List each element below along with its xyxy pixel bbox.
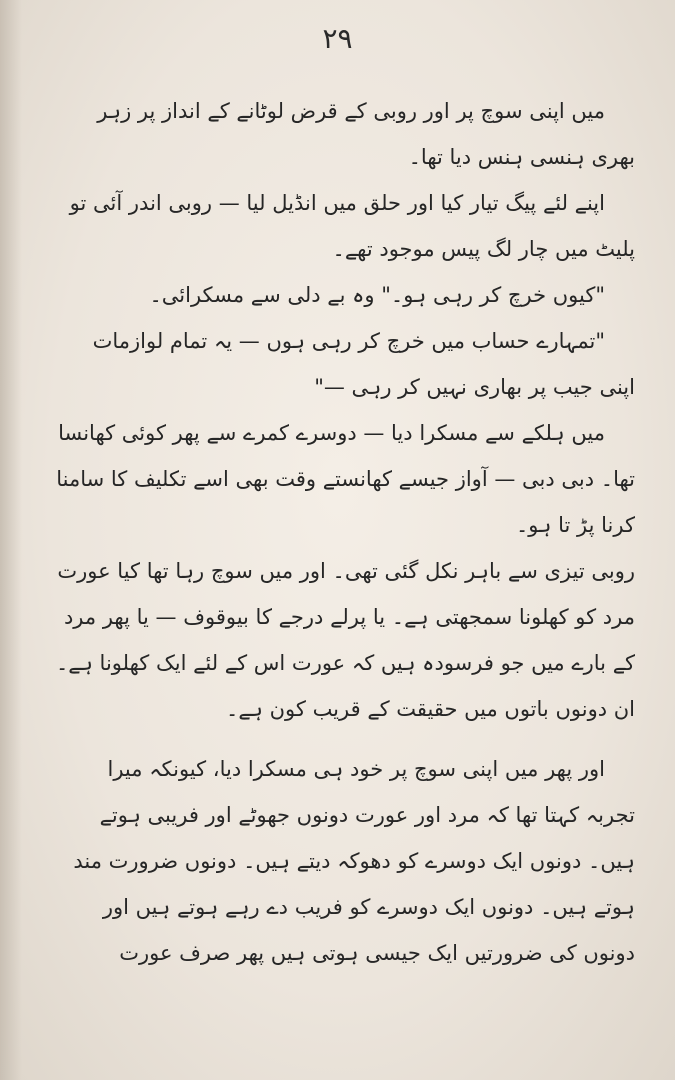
paragraph-1: میں اپنی سوچ پر اور روبی کے قرض لوٹانے کے انداز پر زہر بھری ہنسی ہنس دیا تھا۔ <box>97 99 635 169</box>
paragraph-7: اور پھر میں اپنی سوچ پر خود ہی مسکرا دیا، کیونکہ میرا تجربہ کہتا تھا کہ مرد اور عورت دونوں جھوٹے اور فریبی ہوتے ہیں۔ دونوں ایک دوسرے کو دھوکہ دیتے ہیں۔ دونوں ضرورت مند ہوتے ہیں۔ دونوں ایک دوسرے کو فریب دے رہے ہوتے ہیں اور دونوں کی ضرورتیں ایک جیسی ہوتی ہیں پھر صرف عورت <box>73 757 635 965</box>
paragraph-4: "تمہارے حساب میں خرچ کر رہی ہوں — یہ تمام لوازمات اپنی جیب پر بھاری نہیں کر رہی —" <box>92 329 635 399</box>
page-body-text <box>55 88 635 976</box>
paragraph-6: روبی تیزی سے باہر نکل گئی تھی۔ اور میں سوچ رہا تھا کیا عورت مرد کو کھلونا سمجھتی ہے۔ یا پرلے درجے کا بیوقوف — یا پھر مرد کے بارے میں جو فرسودہ ہیں کہ عورت اس کے لئے ایک کھلونا ہے۔ ان دونوں باتوں میں حقیقت کے قریب کون ہے۔ <box>55 559 635 721</box>
paragraph-5: میں ہلکے سے مسکرا دیا — دوسرے کمرے سے پھر کوئی کھانسا تھا۔ دبی دبی — آواز جیسے کھانستے وقت بھی اسے تکلیف کا سامنا کرنا پڑ تا ہو۔ <box>56 421 635 537</box>
page-binding-shadow <box>0 0 22 1080</box>
page-number: ۲۹ <box>322 22 353 55</box>
paragraph-2: اپنے لئے پیگ تیار کیا اور حلق میں انڈیل لیا — روبی اندر آئی تو پلیٹ میں چار لگ پیس موجود تھے۔ <box>69 191 635 261</box>
paragraph-3: "کیوں خرچ کر رہی ہو۔" وہ بے دلی سے مسکرائی۔ <box>149 283 605 307</box>
